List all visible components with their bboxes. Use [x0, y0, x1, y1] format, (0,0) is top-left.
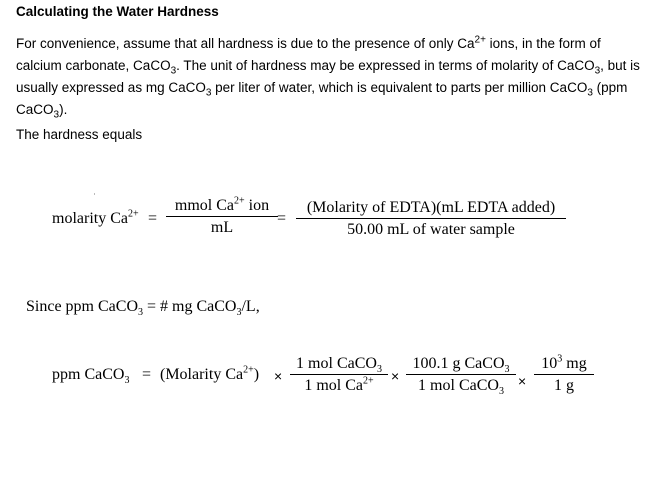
eq1-fraction-mmol-denominator: mL	[210, 219, 234, 236]
eq3-fraction-mg-per-g	[534, 355, 594, 395]
eq1-equals-2: =	[277, 210, 287, 227]
section-heading: Calculating the Water Hardness	[16, 4, 219, 19]
eq3-fraction-mol-ratio-numerator: 1 mol CaCO$_3$	[290, 355, 388, 375]
scan-speck	[94, 193, 95, 195]
eq3-equals: =	[142, 366, 152, 383]
eq3-fraction-mol-ratio	[290, 355, 388, 395]
eq3-fraction-mg-per-g-denominator: 1 g	[554, 377, 574, 394]
eq3-fraction-mg-per-g-numerator: $10^3$ mg	[534, 355, 594, 375]
intro-paragraph: For convenience, assume that all hardness is due to the presence of only $Ca^{2+}$ ions, in the form of calcium carbonate, CaCO$_3$. The unit of hardness may be expressed in terms of molarity of CaCO$_3$, but is usually expressed as mg CaCO$_3$ per liter of water, which is equivalent to parts per million CaCO$_3$ (ppm CaCO$_3$).	[16, 34, 640, 121]
eq3-molarity: (Molarity $Ca^{2+}$)	[160, 364, 260, 383]
eq3-fraction-mol-ratio-denominator: 1 mol $Ca^{2+}$	[304, 375, 374, 394]
hardness-equals-text: The hardness equals	[16, 127, 143, 142]
eq3-times-2: ×	[391, 368, 400, 384]
eq1-equals: =	[148, 210, 158, 227]
eq1-fraction-edta	[296, 199, 566, 239]
eq3-fraction-molar-mass-denominator: 1 mol CaCO$_3$	[418, 377, 504, 398]
eq1-fraction-mmol-numerator: mmol $Ca^{2+}$ ion	[166, 197, 278, 217]
eq3-lhs: ppm CaCO$_3$	[52, 366, 130, 387]
eq3-fraction-molar-mass-numerator: 100.1 g CaCO$_3$	[406, 355, 516, 375]
eq3-times-1: ×	[274, 368, 283, 384]
eq2-since-line: Since ppm CaCO$_3$ = # mg CaCO$_3$/L,	[26, 298, 260, 319]
eq1-fraction-edta-numerator: (Molarity of EDTA)(mL EDTA added)	[296, 199, 566, 219]
eq3-times-3: ×	[518, 373, 527, 389]
eq1-lhs: molarity $Ca^{2+}$	[52, 208, 139, 227]
eq1-fraction-edta-denominator: 50.00 mL of water sample	[347, 221, 515, 238]
eq3-fraction-molar-mass	[406, 355, 516, 398]
eq1-fraction-mmol	[166, 197, 278, 237]
